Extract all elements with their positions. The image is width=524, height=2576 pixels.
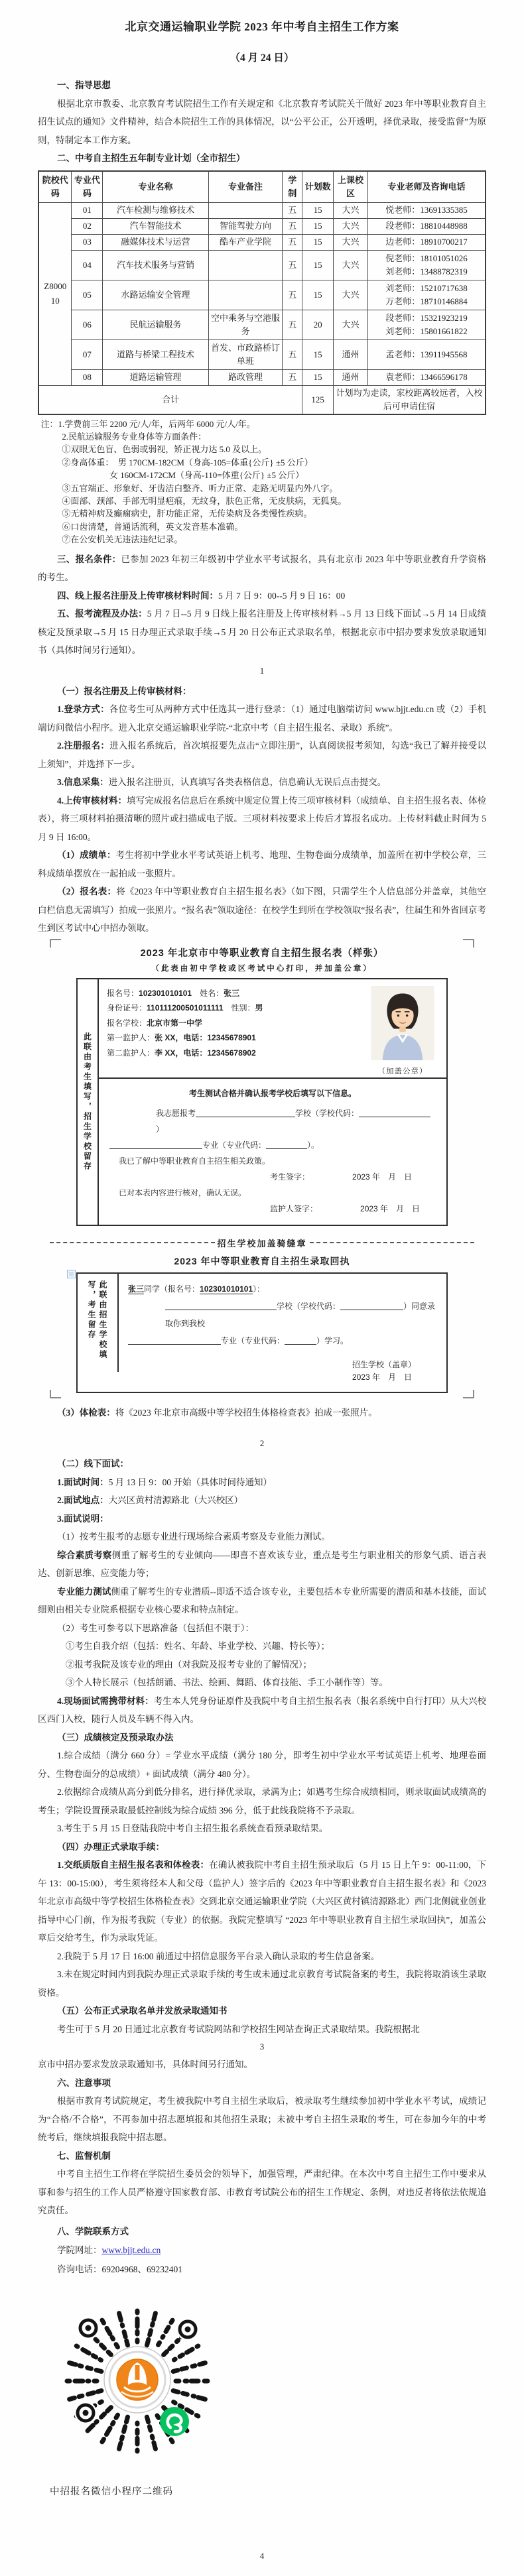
- cell-code: 02: [72, 218, 103, 234]
- note-line: ②身高体重： 男 170CM-182CM（身高-105=体重{公斤} ±5 公斤）: [62, 457, 313, 467]
- receipt-text: ）同意录取你到我校: [165, 1301, 436, 1328]
- cell-name: 汽车检测与维修技术: [103, 202, 208, 218]
- cell-tel: 倪老师：18101051026 刘老师：13488782319: [367, 250, 486, 280]
- receipt-line-2: [128, 1298, 437, 1332]
- register-body: 进入报名系统后，首次填报要先点击“立即注册”，认真阅读报考须知，勾选“我已了解并接受以上须知”，并选择下一步。: [38, 741, 486, 769]
- crop-mark-icon: [50, 1390, 61, 1398]
- material-3-label: （3）体检表：: [57, 1407, 115, 1418]
- cell-note: [208, 280, 283, 310]
- cell-years: 五: [283, 218, 302, 234]
- cell-code: 03: [72, 234, 103, 250]
- table-row: [38, 234, 486, 250]
- cell-years: 五: [283, 339, 302, 369]
- confirm-heading: 考生测试合格并确认报考学校后填写以下信息。: [188, 1088, 356, 1098]
- total-note-cell: 计划均为走读，家校距离较远者，入校后可申请住宿: [334, 385, 486, 414]
- admission-step-1-body: 在确认被我院中考自主招生预录取后（5 月 15 日上午 9：00-11:00，下午 13：00-15:00），考生须将经本人和父母（监护人）签字后的《2023 年中等职业教育自主招生报名表》和《2023 年北京市高级中等学校招生体格检查表》交到北京交通运输职业学院（大兴区黄村镇清源路北）西门北侧就业创业指导中心门前，作为报考我院（专业）的依据。我院完整填写 “2023 年中等职业教育自主招生录取回执”，加盖公章后交给考生，作为录取凭证。: [38, 1860, 486, 1943]
- cell-plan: 15: [302, 369, 334, 385]
- school-seal-date: 2023 年 月 日: [352, 1372, 413, 1382]
- cell-campus: 大兴: [334, 218, 368, 234]
- qr-caption: 中招报名微信小程序二维码: [50, 2486, 173, 2498]
- sample-application-form: [76, 946, 448, 1393]
- table-row: [38, 218, 486, 234]
- col-teacher-phone: 专业老师及咨询电话: [367, 171, 486, 203]
- cell-code: 07: [72, 339, 103, 369]
- result-publish-b: 京市中招办要求发放录取通知书，具体时间另行通知。: [38, 2059, 253, 2070]
- cell-plan: 15: [302, 234, 334, 250]
- doc-date: （4 月 24 日）: [229, 52, 295, 64]
- ability-test-body: 侧重了解考生的专业潜质--即适不适合该专业，主要包括本专业所需要的潜质和基本技能，面试细则由相关专业院系根据专业核心要求和特点制定。: [38, 1586, 486, 1615]
- section-2-heading: 二、中考自主招生五年制专业计划（全市招生）: [57, 153, 245, 163]
- material-2-paragraph: [38, 883, 486, 938]
- interview-materials: [38, 1692, 486, 1729]
- interview-place-value: 大兴区黄村清源路北（大兴校区）: [108, 1495, 243, 1506]
- table-row: [38, 202, 486, 218]
- apply-text: 学校（学校代码：: [295, 1108, 360, 1118]
- interview-note-1: （1）按考生报考的志愿专业进行现场综合素质考察及专业能力测试。: [57, 1532, 330, 1542]
- cell-note: [208, 250, 283, 280]
- score-rule-3: 3.考生于 5 月 15 日登陆我院中考自主招生报名系统查看预录取结果。: [57, 1823, 328, 1834]
- major-plan-table: [38, 170, 486, 415]
- col-years: 学制: [283, 171, 302, 203]
- cell-campus: 通州: [334, 339, 368, 369]
- phone-numbers: 69204968、69232401: [101, 2264, 183, 2275]
- material-3-body: 将《2023 年北京市高级中等学校招生体格检查表》拍成一张照片。: [115, 1407, 377, 1418]
- cell-plan: 15: [302, 339, 334, 369]
- interview-materials-label: 4.现场面试需携带材料：: [57, 1695, 154, 1706]
- section-7-heading: 七、监督机制: [57, 2150, 111, 2161]
- school-label: 报名学校：: [107, 1018, 147, 1028]
- subsection-3-heading: （三）成绩核定及预录取办法: [57, 1732, 174, 1743]
- section-4-body: 5 月 7 日 9：00--5 月 9 日 16：00: [218, 590, 346, 601]
- upload-label: 4.上传审核材料：: [57, 795, 127, 806]
- quality-exam-body: 侧重了解考生的专业倾向——即喜不喜欢该专业，重点是考生与职业相关的形象气质、语言表达、创新思维、应变能力等；: [38, 1550, 487, 1579]
- table-total-row: [38, 385, 486, 414]
- cell-tel: 边老师：18910700217: [367, 234, 486, 250]
- phone-label: 咨询电话：: [57, 2264, 102, 2275]
- crop-mark-icon: [463, 939, 474, 948]
- reg-no-value: 102301010101: [139, 988, 192, 998]
- quality-exam-label: 综合素质考察: [57, 1550, 112, 1560]
- blank-underline: [128, 1335, 221, 1345]
- total-plan-cell: 125: [302, 385, 334, 414]
- student-name: 张三: [128, 1284, 145, 1294]
- section-6-paragraph: 根据市教育考试院规定，考生被我院中考自主招生录取后，被录取考生继续参加初中学业水平考试，成绩记为“合格/不合格”，不再参加中招志愿填报和其他招生录取；未被中考自主招生录取的考生，可在参加今年的中考统考后，继续填报我院中招志愿。: [38, 2096, 486, 2143]
- phone-line: [38, 2260, 486, 2279]
- id-value: 110111200501011111: [147, 1003, 224, 1013]
- material-1-body: 考生将初中学业水平考试英语上机考、地理、生物卷面分成绩单，加盖所在初中学校公章，三科成绩单摆放在一起拍成一张照片。: [38, 850, 487, 879]
- dashed-segment: [310, 1242, 475, 1243]
- receipt-text: 同学（报名号：: [144, 1284, 200, 1294]
- score-rule-2: 2.依据综合成绩从高分到低分排名，进行择优录取，录满为止；如遇考生综合成绩相同，则录取面试成绩高的考生；学院设置预录取最低控制线为综合成绩 396 分，低于此线我院将不予录取。: [38, 1787, 486, 1815]
- note-line: ①双眼无色盲、色弱或弱视，矫正视力达 5.0 及以上。: [62, 444, 267, 455]
- blank-underline: [109, 1140, 202, 1149]
- blank-underline: [340, 1301, 403, 1310]
- receipt-title: 2023 年中等职业教育自主招生录取回执: [174, 1255, 350, 1266]
- blank-underline: [196, 1108, 295, 1117]
- website-label: 学院网址：: [57, 2245, 102, 2256]
- signature-row: [109, 1169, 436, 1185]
- receipt-box: [76, 1272, 448, 1393]
- cell-tel: 袁老师：13466596178: [367, 369, 486, 385]
- sex-label: 性别：: [231, 1003, 255, 1013]
- cell-years: 五: [283, 250, 302, 280]
- cell-plan: 15: [302, 202, 334, 218]
- table-row: [38, 250, 486, 280]
- cell-campus: 通州: [334, 369, 368, 385]
- qr-code-block: [58, 2301, 230, 2464]
- cell-note: 首发、市政路桥订单班: [208, 339, 283, 369]
- interview-tip-2: ②报考我院及该专业的理由（对我院及报考专业的了解情况）；: [65, 1659, 312, 1670]
- crop-mark-icon: [463, 1390, 474, 1398]
- login-paragraph: [38, 700, 486, 737]
- cell-code: 05: [72, 280, 103, 310]
- interview-time-value: 5 月 13 日 9：00 开始（具体时间待通知）: [108, 1477, 273, 1487]
- cell-campus: 大兴: [334, 280, 368, 310]
- receipt-line-3: [128, 1332, 437, 1349]
- college-website-link[interactable]: www.bjjt.edu.cn: [101, 2245, 161, 2256]
- admission-step-3: 3.未在规定时间内到我院办理正式录取手续的考生或未通过北京教育考试院备案的考生，我院将取消该生录取资格。: [38, 1969, 486, 1998]
- blank-underline: [266, 1140, 307, 1149]
- material-2-label: （2）报名表：: [57, 887, 117, 897]
- cell-note: [208, 202, 283, 218]
- interview-place-label: 2.面试地点：: [57, 1495, 109, 1506]
- cell-tel: 段老师：15321923219 刘老师：15801661822: [367, 310, 486, 339]
- apply-line-1: [109, 1105, 436, 1137]
- section-3-body: 已参加 2023 年初三年级初中学业水平考试报名，具有北京市 2023 年中等职业教育升学资格的考生。: [38, 554, 487, 583]
- col-major-name: 专业名称: [103, 171, 208, 203]
- guardian2-label: 第二监护人：: [107, 1048, 155, 1058]
- col-plan-count: 计划数: [302, 171, 334, 203]
- interview-note-4: （2）考生可参考以下思路准备（包括但不限于）：: [57, 1623, 255, 1633]
- note-line: 2.民航运输服务专业身体等方面条件：: [62, 431, 207, 442]
- cell-name: 融媒体技术与运营: [103, 234, 208, 250]
- login-label: 1.登录方式：: [57, 704, 109, 715]
- page-number-2: 2: [259, 1438, 265, 1449]
- cell-note: 空中乘务与空港服务: [208, 310, 283, 339]
- seal-across-label: 招生学校加盖骑缝章: [217, 1238, 307, 1249]
- interview-tip-3: ③个人特长展示（包括朗诵、书法、绘画、舞蹈、体育技能、手工小制作等）等。: [65, 1678, 388, 1688]
- subsection-5-heading: （五）公布正式录取名单并发放录取通知书: [57, 2006, 228, 2016]
- receipt-line-1: [128, 1280, 437, 1298]
- col-major-note: 专业备注: [208, 171, 283, 203]
- interview-materials-body: 考生本人凭身份证原件及我院中考自主招生报名表（报名系统中自行打印）从大兴校区西门入校，随行人员及车辆不得入内。: [38, 1695, 487, 1725]
- admission-step-1-label: 1.交纸质版自主招生报名表和体检表：: [57, 1860, 210, 1871]
- policy-line: 我已了解中等职业教育自主招生相关政策。: [119, 1156, 271, 1166]
- cell-name: 水路运输安全管理: [103, 280, 208, 310]
- material-1-label: （1）成绩单：: [57, 850, 116, 861]
- sign-label: 监护人签字：: [270, 1203, 318, 1213]
- interview-time-label: 1.面试时间：: [57, 1477, 109, 1487]
- interview-note-heading: 3.面试说明：: [57, 1513, 109, 1524]
- upload-body: 填写完成报名信息后在系统中规定位置上传三项审核材料（成绩单、自主招生报名表、体检表），将三项材料拍摄清晰的照片或扫描成电子版。三项材料按要求上传后才算报名成功。上传材料截止时间为 5 月 9 日 16:00。: [38, 795, 487, 842]
- cell-tel: 孟老师：13911945568: [367, 339, 486, 369]
- form-confirm-section: [99, 1077, 446, 1225]
- blank-underline: [165, 1301, 277, 1310]
- wechat-miniprogram-qr-code: [58, 2301, 217, 2461]
- subsection-4-heading: （四）办理正式录取手续：: [57, 1841, 165, 1852]
- admission-step-2: 2.我院于 5 月 17 日 16:00 前通过中招信息服务平台录入确认录取的考生信息备案。: [57, 1951, 380, 1961]
- cell-code: 08: [72, 369, 103, 385]
- school-seal-block: [352, 1359, 437, 1384]
- material-1-paragraph: [38, 846, 486, 883]
- applicant-photo: [369, 986, 436, 1076]
- apply-text: 我志愿报考: [156, 1108, 196, 1118]
- cell-name: 道路运输管理: [103, 369, 208, 385]
- cell-code: 06: [72, 310, 103, 339]
- name-value: 张三: [224, 988, 240, 998]
- cell-campus: 大兴: [334, 250, 368, 280]
- score-rule-1: 1.综合成绩（满分 660 分）= 学业水平成绩（满分 180 分，即考生初中学业水平考试英语上机考、地理卷面分、生物卷面分的总成绩）+ 面试成绩（满分 480 分）。: [38, 1750, 486, 1779]
- section-3: [38, 550, 486, 587]
- section-5-body: 5 月 7 日--5 月 9 日线上报名注册及上传审核材料→5 月 13 日线下面试→5 月 14 日成绩核定及预录取→5 月 15 日办理正式录取手续→5 月 20 日公布正式录取名单，根据北京市中招办要求发放录取通知书（具体时间另行通知）。: [38, 609, 486, 656]
- form-box: [76, 978, 448, 1226]
- reg-no-label: 报名号：: [107, 988, 139, 998]
- sex-value: 男: [255, 1003, 263, 1013]
- signature-row: [109, 1201, 436, 1217]
- college-logo-icon: [104, 2347, 170, 2413]
- interview-time: [38, 1473, 486, 1492]
- cell-note: 智能驾驶方向: [208, 218, 283, 234]
- note-line: ⑤无精神病及癫痫病史，肝功能正常，无传染病及各类慢性疾病。: [62, 509, 312, 519]
- section-1-heading: 一、指导思想: [57, 80, 111, 90]
- apply-text: 专业（专业代码：: [202, 1140, 267, 1150]
- cell-campus: 大兴: [334, 310, 368, 339]
- cell-name: 道路与桥梁工程技术: [103, 339, 208, 369]
- table-notes: [38, 418, 486, 546]
- material-2-body: 将《2023 年中等职业教育自主招生报名表》（如下图，只需学生个人信息部分并盖章，其他空白栏信息无需填写）拍成一张照片。“报名表”领取途径：在校学生到所在学校领取“报名表”，往届生和外省回京考生到区考试中心中招办领取。: [38, 887, 487, 934]
- perforation-line: [50, 1237, 474, 1249]
- cell-tel: 刘老师：15210717638 万老师：18710146884: [367, 280, 486, 310]
- blank-underline: [285, 1335, 316, 1345]
- dashed-segment: [50, 1242, 215, 1243]
- word-anchor-icon: [67, 1270, 76, 1278]
- cell-name: 汽车技术服务与营销: [103, 250, 208, 280]
- cell-plan: 20: [302, 310, 334, 339]
- ability-test-label: 专业能力测试: [57, 1586, 111, 1597]
- form-title: 2023 年北京市中等职业教育自主招生报名表（样张）: [140, 948, 384, 959]
- form-subtitle: （此表由初中学校或区考试中心打印，并加盖公章）: [151, 964, 373, 973]
- cell-name: 汽车智能技术: [103, 218, 208, 234]
- apply-text: ）: [156, 1124, 164, 1134]
- section-6-heading: 六、注意事项: [57, 2077, 111, 2088]
- cell-years: 五: [283, 369, 302, 385]
- col-major-code: 专业代码: [72, 171, 103, 203]
- id-label: 身份证号：: [107, 1003, 147, 1013]
- cell-name: 民航运输服务: [103, 310, 208, 339]
- wechat-mini-program-icon: [160, 2407, 189, 2436]
- sign-date: 2023 年 月 日: [360, 1203, 421, 1213]
- check-line: 已对本表内容进行核对，确认无误。: [119, 1188, 247, 1197]
- seal-hint: （加盖公章）: [377, 1067, 428, 1075]
- section-7-paragraph: 中考自主招生工作将在学院招生委员会的领导下，加强管理，严肃纪律。在本次中考自主招生工作中要求从事和参与招生的工作人员严格遵守国家教育部、市教育考试院公布的招生工作规定、条例，对违反者将依法依规追究责任。: [38, 2169, 486, 2216]
- cell-tel: 段老师：18810448988: [367, 218, 486, 234]
- info-collect-paragraph: [38, 773, 486, 792]
- guardian2-value: 李 XX，电话：12345678902: [155, 1048, 256, 1058]
- section-3-label: 三、报名条件：: [57, 554, 121, 564]
- table-row: [38, 310, 486, 339]
- cell-years: 五: [283, 280, 302, 310]
- sign-label: 考生签字：: [270, 1172, 310, 1182]
- cell-years: 五: [283, 202, 302, 218]
- interview-note-2: [38, 1546, 486, 1583]
- doc-title: 北京交通运输职业学院 2023 年中考自主招生工作方案: [125, 21, 399, 33]
- upload-paragraph: [38, 792, 486, 847]
- receipt-side-label: 此联由招生学校填写，考生留存: [78, 1274, 119, 1372]
- note-line: ⑦在公安机关无违法违纪记录。: [62, 534, 183, 545]
- table-row: [38, 339, 486, 369]
- page-number-4: 4: [259, 2551, 265, 2561]
- school-value: 北京市第一中学: [147, 1018, 203, 1028]
- cell-years: 五: [283, 310, 302, 339]
- cell-plan: 15: [302, 218, 334, 234]
- note-line: ⑥口齿清楚，普通话流利，英文发音基本准确。: [62, 521, 243, 532]
- note-line: ③五官端正、形象好、牙齿洁白整齐、听力正常、走路无明显内外八字。: [62, 483, 338, 493]
- note-line: ④面部、颈部、手部无明显疤痕，无纹身，肤色正常，无皮肤病，无狐臭。: [62, 495, 347, 506]
- cell-years: 五: [283, 234, 302, 250]
- subsection-2-heading: （二）线下面试：: [57, 1459, 129, 1469]
- crop-mark-icon: [50, 939, 61, 948]
- male-avatar-icon: [371, 986, 434, 1060]
- college-code-cell: Z800010: [38, 202, 72, 385]
- info-collect-label: 3.信息采集：: [57, 777, 109, 788]
- cell-campus: 大兴: [334, 234, 368, 250]
- page-number-3: 3: [259, 2042, 265, 2052]
- material-3-paragraph: [38, 1404, 486, 1422]
- cell-code: 04: [72, 250, 103, 280]
- note-line: 女 160CM-172CM（身高-110=体重{公斤} ±5 公斤）: [109, 470, 304, 481]
- register-label: 2.注册报名：: [57, 741, 110, 751]
- receipt-main: [119, 1274, 446, 1392]
- website-line: [38, 2240, 486, 2260]
- form-personal-info: [99, 979, 446, 1077]
- section-5: [38, 605, 486, 660]
- blank-underline: [359, 1108, 430, 1117]
- apply-line-2: [109, 1137, 436, 1153]
- reg-no: 102301010101: [200, 1284, 253, 1294]
- receipt-text: ）学习。: [316, 1335, 349, 1345]
- result-publish-a: 考生可于 5 月 20 日通过北京教育考试院网站和学校招生网站查询正式录取结果。我院根据北: [57, 2024, 420, 2034]
- table-header-row: [38, 171, 486, 203]
- name-label: 姓名：: [200, 988, 224, 998]
- register-paragraph: [38, 737, 486, 773]
- cell-note: 路政管理: [208, 369, 283, 385]
- admission-step-1: [38, 1856, 486, 1947]
- cell-plan: 15: [302, 280, 334, 310]
- form-main: [99, 979, 446, 1225]
- cell-code: 01: [72, 202, 103, 218]
- section-4-label: 四、线上报名注册及上传审核材料时间：: [57, 590, 219, 601]
- subsection-1-heading: （一）报名注册及上传审核材料：: [57, 686, 192, 696]
- apply-text: ）。: [307, 1140, 320, 1150]
- receipt-text: ）：: [253, 1284, 265, 1294]
- note-line: 注：1.学费前三年 2200 元/人/年，后两年 6000 元/人/年。: [40, 418, 255, 429]
- section-5-label: 五、报考流程及办法：: [57, 609, 147, 619]
- login-body: 各位考生可从两种方式中任选其一进行登录：（1）通过电脑端访问 www.bjjt.edu.cn 或（2）手机端访问微信小程序。进入北京交通运输职业学院-“北京中考（自主招生报名、录取）系统”。: [38, 704, 487, 733]
- interview-tip-1: ①考生自我介绍（包括：姓名、年龄、毕业学校、兴趣、特长等）；: [65, 1641, 330, 1652]
- section-8-heading: 八、学院联系方式: [57, 2226, 129, 2237]
- sign-date: 2023 年 月 日: [352, 1172, 413, 1182]
- school-seal-label: 招生学校（盖章）: [352, 1359, 417, 1369]
- cell-note: 酷车产业学院: [208, 234, 283, 250]
- form-side-label: 此联由考生填写，招生学校留存: [78, 979, 99, 1225]
- cell-plan: 15: [302, 250, 334, 280]
- guardian1-value: 张 XX，电话：12345678901: [155, 1033, 256, 1043]
- interview-place: [38, 1491, 486, 1510]
- info-collect-body: 进入报名注册页，认真填写各类表格信息，信息确认无误后点击提交。: [108, 777, 387, 788]
- col-campus: 上课校区: [334, 171, 368, 203]
- table-row: [38, 369, 486, 385]
- guardian1-label: 第一监护人：: [107, 1033, 155, 1043]
- receipt-text: 专业（专业代码：: [221, 1335, 285, 1345]
- section-4: [38, 587, 486, 605]
- section-1-paragraph: 根据北京市教委、北京教育考试院招生工作有关规定和《北京教育考试院关于做好 2023 年中等职业教育自主招生试点的通知》文件精神，结合本院招生工作的具体情况，以“公平公正，公开透明，择优录取，接受监督”为原则，特制定本工作方案。: [38, 98, 486, 145]
- receipt-text: 学校（学校代码：: [277, 1301, 341, 1311]
- cell-tel: 悦老师：13691335385: [367, 202, 486, 218]
- col-college-code: 院校代码: [38, 171, 72, 203]
- table-row: [38, 280, 486, 310]
- page-number-1: 1: [259, 665, 265, 676]
- interview-note-3: [38, 1583, 486, 1619]
- cell-campus: 大兴: [334, 202, 368, 218]
- total-label-cell: 合计: [38, 385, 302, 414]
